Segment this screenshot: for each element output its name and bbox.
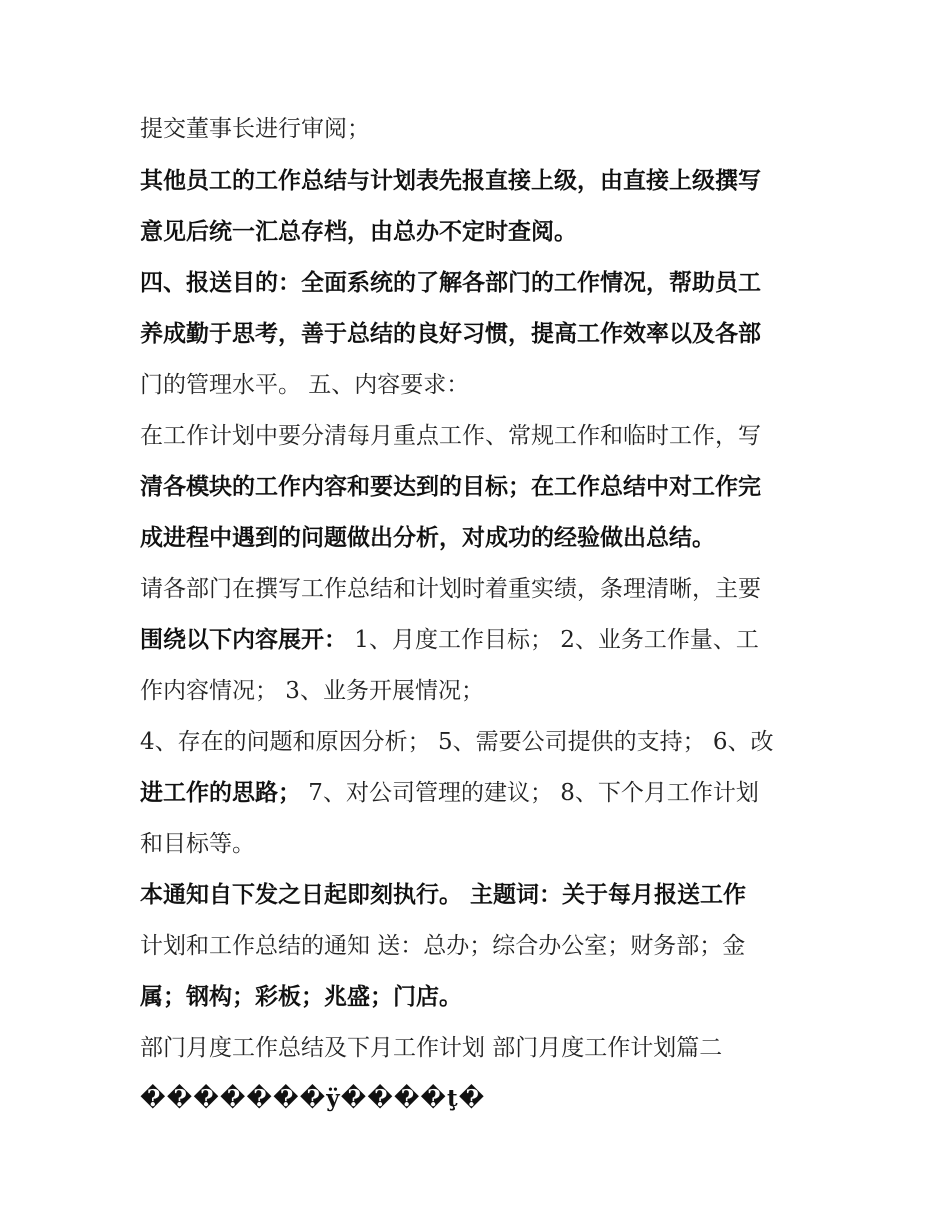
text-line: 计划和工作总结的通知 送：总办；综合办公室；财务部；金 [140,933,746,959]
text-line: 请各部门在撰写工作总结和计划时着重实绩，条理清晰，主要 [140,576,761,602]
text-line: 四、报送目的：全面系统的了解各部门的工作情况，帮助员工 [140,270,761,296]
text-line [140,778,759,808]
text-line: 门的管理水平。 五、内容要求： [140,372,470,398]
text-segment: 围绕以下内容展开： [140,627,347,653]
text-line: 在工作计划中要分清每月重点工作、常规工作和临时工作，写 [140,423,761,449]
text-line: 成进程中遇到的问题做出分析，对成功的经验做出总结。 [140,525,715,551]
text-line: 其他员工的工作总结与计划表先报直接上级，由直接上级撰写 [140,168,761,194]
text-line: 养成勤于思考，善于总结的良好习惯，提高工作效率以及各部 [140,321,761,347]
text-segment: 进工作的思路； [140,780,301,806]
text-line: 本通知自下发之日起即刻执行。 主题词：关于每月报送工作 [140,882,747,908]
text-line: 和目标等。 [140,831,255,857]
text-line: 清各模块的工作内容和要达到的目标；在工作总结中对工作完 [140,474,761,500]
text-line: 4、存在的问题和原因分析； 5、需要公司提供的支持； 6、改 [140,729,774,755]
text-line: 部门月度工作总结及下月工作计划 部门月度工作计划篇二 [140,1035,723,1061]
garbled-text-line: �������ÿ����ţ� [140,1085,486,1112]
text-line: 属；钢构；彩板；兆盛；门店。 [140,984,462,1010]
text-line: 提交董事长进行审阅； [140,116,370,142]
text-line: 意见后统一汇总存档，由总办不定时查阅。 [140,219,577,245]
text-segment: 7、对公司管理的建议； 8、下个月工作计划 [301,780,759,806]
text-segment: 1、月度工作目标； 2、业务工作量、工 [347,627,759,653]
text-line: 作内容情况； 3、业务开展情况； [140,678,484,704]
text-line [140,625,759,655]
